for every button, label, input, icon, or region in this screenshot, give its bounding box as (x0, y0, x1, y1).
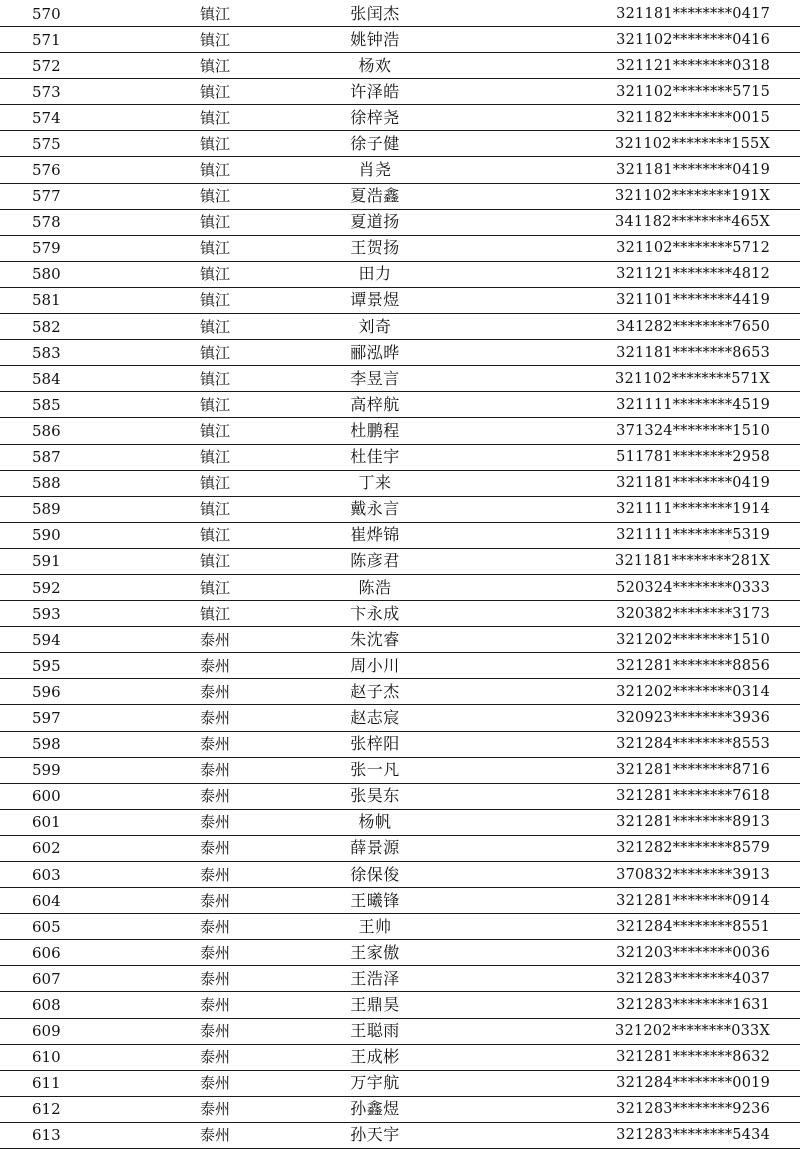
row-name-cell: 张闰杰 (290, 2, 460, 27)
row-name-cell: 张一凡 (290, 757, 460, 783)
table-row (0, 496, 800, 522)
row-id-number-cell: 321102********5712 (460, 235, 800, 261)
row-city-cell: 泰州 (140, 809, 290, 835)
row-name-cell: 郦泓晔 (290, 340, 460, 366)
row-number-cell: 605 (0, 914, 140, 940)
row-name-cell: 陈彦君 (290, 548, 460, 574)
row-number-cell: 613 (0, 1122, 140, 1148)
table-row (0, 1044, 800, 1070)
row-name-cell: 田力 (290, 261, 460, 287)
row-id-number-cell: 321102********5715 (460, 79, 800, 105)
row-number-cell: 607 (0, 966, 140, 992)
row-id-number-cell: 321281********8913 (460, 809, 800, 835)
row-id-number-cell: 520324********0333 (460, 574, 800, 600)
row-name-cell: 张梓阳 (290, 731, 460, 757)
roster-table (0, 2, 800, 1149)
row-number-cell: 584 (0, 366, 140, 392)
row-number-cell: 577 (0, 183, 140, 209)
row-id-number-cell: 321281********8716 (460, 757, 800, 783)
roster-sheet (0, 2, 800, 1149)
table-row (0, 601, 800, 627)
row-city-cell: 镇江 (140, 601, 290, 627)
row-id-number-cell: 321102********191X (460, 183, 800, 209)
row-name-cell: 赵子杰 (290, 679, 460, 705)
row-id-number-cell: 371324********1510 (460, 418, 800, 444)
row-name-cell: 杨欢 (290, 53, 460, 79)
table-row (0, 53, 800, 79)
row-city-cell: 镇江 (140, 366, 290, 392)
row-id-number-cell: 321102********571X (460, 366, 800, 392)
row-number-cell: 580 (0, 261, 140, 287)
row-number-cell: 598 (0, 731, 140, 757)
table-row (0, 470, 800, 496)
row-number-cell: 593 (0, 601, 140, 627)
roster-body (0, 2, 800, 1149)
row-number-cell: 611 (0, 1070, 140, 1096)
row-id-number-cell: 321121********0318 (460, 53, 800, 79)
row-number-cell: 590 (0, 522, 140, 548)
row-city-cell: 泰州 (140, 731, 290, 757)
table-row (0, 653, 800, 679)
row-number-cell: 589 (0, 496, 140, 522)
row-number-cell: 572 (0, 53, 140, 79)
row-city-cell: 镇江 (140, 418, 290, 444)
row-name-cell: 卞永成 (290, 601, 460, 627)
row-number-cell: 592 (0, 574, 140, 600)
row-id-number-cell: 321284********8553 (460, 731, 800, 757)
row-id-number-cell: 321281********8632 (460, 1044, 800, 1070)
row-id-number-cell: 321282********8579 (460, 835, 800, 861)
row-number-cell: 609 (0, 1018, 140, 1044)
row-name-cell: 戴永言 (290, 496, 460, 522)
row-number-cell: 578 (0, 209, 140, 235)
row-city-cell: 镇江 (140, 79, 290, 105)
row-city-cell: 镇江 (140, 444, 290, 470)
table-row (0, 731, 800, 757)
row-city-cell: 镇江 (140, 314, 290, 340)
row-name-cell: 徐梓尧 (290, 105, 460, 131)
row-number-cell: 601 (0, 809, 140, 835)
row-number-cell: 581 (0, 287, 140, 313)
row-city-cell: 镇江 (140, 27, 290, 53)
table-row (0, 183, 800, 209)
row-id-number-cell: 321101********4419 (460, 287, 800, 313)
table-row (0, 914, 800, 940)
row-id-number-cell: 321181********0419 (460, 157, 800, 183)
row-id-number-cell: 370832********3913 (460, 862, 800, 888)
table-row (0, 1070, 800, 1096)
row-id-number-cell: 321283********4037 (460, 966, 800, 992)
row-id-number-cell: 321281********0914 (460, 888, 800, 914)
table-row (0, 940, 800, 966)
row-number-cell: 599 (0, 757, 140, 783)
row-number-cell: 602 (0, 835, 140, 861)
row-name-cell: 王聪雨 (290, 1018, 460, 1044)
row-number-cell: 587 (0, 444, 140, 470)
row-number-cell: 585 (0, 392, 140, 418)
row-name-cell: 周小川 (290, 653, 460, 679)
row-id-number-cell: 321181********0417 (460, 2, 800, 27)
row-city-cell: 泰州 (140, 705, 290, 731)
row-city-cell: 泰州 (140, 862, 290, 888)
row-id-number-cell: 321283********9236 (460, 1096, 800, 1122)
row-name-cell: 夏浩鑫 (290, 183, 460, 209)
row-id-number-cell: 321102********0416 (460, 27, 800, 53)
row-city-cell: 泰州 (140, 757, 290, 783)
table-row (0, 835, 800, 861)
table-row (0, 27, 800, 53)
table-row (0, 862, 800, 888)
row-number-cell: 574 (0, 105, 140, 131)
row-number-cell: 588 (0, 470, 140, 496)
row-number-cell: 571 (0, 27, 140, 53)
table-row (0, 783, 800, 809)
row-number-cell: 573 (0, 79, 140, 105)
table-row (0, 1018, 800, 1044)
row-number-cell: 579 (0, 235, 140, 261)
row-name-cell: 王成彬 (290, 1044, 460, 1070)
row-city-cell: 镇江 (140, 183, 290, 209)
row-city-cell: 泰州 (140, 1044, 290, 1070)
row-id-number-cell: 321181********0419 (460, 470, 800, 496)
row-city-cell: 镇江 (140, 209, 290, 235)
row-id-number-cell: 321284********0019 (460, 1070, 800, 1096)
row-id-number-cell: 321283********5434 (460, 1122, 800, 1148)
row-number-cell: 591 (0, 548, 140, 574)
row-number-cell: 594 (0, 627, 140, 653)
row-city-cell: 镇江 (140, 470, 290, 496)
row-number-cell: 600 (0, 783, 140, 809)
table-row (0, 522, 800, 548)
row-number-cell: 570 (0, 2, 140, 27)
row-number-cell: 608 (0, 992, 140, 1018)
row-name-cell: 薛景源 (290, 835, 460, 861)
row-name-cell: 杨帆 (290, 809, 460, 835)
row-id-number-cell: 321281********8856 (460, 653, 800, 679)
row-name-cell: 杜佳宇 (290, 444, 460, 470)
table-row (0, 79, 800, 105)
row-city-cell: 镇江 (140, 261, 290, 287)
row-id-number-cell: 321181********281X (460, 548, 800, 574)
row-city-cell: 泰州 (140, 1122, 290, 1148)
row-name-cell: 王曦锋 (290, 888, 460, 914)
table-row (0, 261, 800, 287)
row-name-cell: 王浩泽 (290, 966, 460, 992)
table-row (0, 157, 800, 183)
row-city-cell: 镇江 (140, 392, 290, 418)
table-row (0, 209, 800, 235)
table-row (0, 314, 800, 340)
row-city-cell: 镇江 (140, 340, 290, 366)
row-name-cell: 王贺扬 (290, 235, 460, 261)
row-name-cell: 李昱言 (290, 366, 460, 392)
table-row (0, 444, 800, 470)
row-city-cell: 镇江 (140, 496, 290, 522)
row-name-cell: 赵志宸 (290, 705, 460, 731)
row-name-cell: 朱沈睿 (290, 627, 460, 653)
row-id-number-cell: 321102********155X (460, 131, 800, 157)
row-id-number-cell: 321281********7618 (460, 783, 800, 809)
table-row (0, 574, 800, 600)
row-city-cell: 泰州 (140, 940, 290, 966)
row-city-cell: 镇江 (140, 287, 290, 313)
row-id-number-cell: 321203********0036 (460, 940, 800, 966)
table-row (0, 340, 800, 366)
row-number-cell: 604 (0, 888, 140, 914)
row-id-number-cell: 320382********3173 (460, 601, 800, 627)
row-name-cell: 张昊东 (290, 783, 460, 809)
row-id-number-cell: 320923********3936 (460, 705, 800, 731)
row-name-cell: 崔烨锦 (290, 522, 460, 548)
row-id-number-cell: 321202********033X (460, 1018, 800, 1044)
row-number-cell: 575 (0, 131, 140, 157)
table-row (0, 888, 800, 914)
table-row (0, 1096, 800, 1122)
row-number-cell: 583 (0, 340, 140, 366)
table-row (0, 131, 800, 157)
row-city-cell: 镇江 (140, 548, 290, 574)
row-name-cell: 丁来 (290, 470, 460, 496)
row-city-cell: 泰州 (140, 966, 290, 992)
row-city-cell: 泰州 (140, 888, 290, 914)
row-id-number-cell: 321111********5319 (460, 522, 800, 548)
row-city-cell: 泰州 (140, 679, 290, 705)
row-id-number-cell: 321121********4812 (460, 261, 800, 287)
row-id-number-cell: 511781********2958 (460, 444, 800, 470)
table-row (0, 809, 800, 835)
row-id-number-cell: 341182********465X (460, 209, 800, 235)
table-row (0, 105, 800, 131)
row-id-number-cell: 341282********7650 (460, 314, 800, 340)
table-row (0, 2, 800, 27)
row-name-cell: 陈浩 (290, 574, 460, 600)
row-name-cell: 刘奇 (290, 314, 460, 340)
row-name-cell: 杜鹏程 (290, 418, 460, 444)
row-city-cell: 泰州 (140, 835, 290, 861)
row-city-cell: 镇江 (140, 53, 290, 79)
row-number-cell: 597 (0, 705, 140, 731)
row-city-cell: 泰州 (140, 783, 290, 809)
table-row (0, 418, 800, 444)
table-row (0, 705, 800, 731)
table-row (0, 966, 800, 992)
row-name-cell: 姚钟浩 (290, 27, 460, 53)
row-name-cell: 徐子健 (290, 131, 460, 157)
row-name-cell: 王家傲 (290, 940, 460, 966)
row-number-cell: 595 (0, 653, 140, 679)
table-row (0, 235, 800, 261)
table-row (0, 757, 800, 783)
row-city-cell: 泰州 (140, 1096, 290, 1122)
row-name-cell: 王鼎昊 (290, 992, 460, 1018)
table-row (0, 366, 800, 392)
row-name-cell: 孙天宇 (290, 1122, 460, 1148)
row-city-cell: 镇江 (140, 574, 290, 600)
table-row (0, 548, 800, 574)
row-name-cell: 万宇航 (290, 1070, 460, 1096)
row-id-number-cell: 321202********1510 (460, 627, 800, 653)
row-city-cell: 镇江 (140, 131, 290, 157)
row-number-cell: 606 (0, 940, 140, 966)
row-city-cell: 镇江 (140, 157, 290, 183)
row-city-cell: 镇江 (140, 235, 290, 261)
row-city-cell: 泰州 (140, 653, 290, 679)
row-id-number-cell: 321202********0314 (460, 679, 800, 705)
row-id-number-cell: 321111********4519 (460, 392, 800, 418)
row-city-cell: 泰州 (140, 914, 290, 940)
row-number-cell: 612 (0, 1096, 140, 1122)
table-row (0, 287, 800, 313)
row-id-number-cell: 321111********1914 (460, 496, 800, 522)
row-city-cell: 泰州 (140, 627, 290, 653)
row-number-cell: 610 (0, 1044, 140, 1070)
row-number-cell: 586 (0, 418, 140, 444)
row-id-number-cell: 321182********0015 (460, 105, 800, 131)
table-row (0, 392, 800, 418)
table-row (0, 627, 800, 653)
row-city-cell: 镇江 (140, 105, 290, 131)
row-city-cell: 泰州 (140, 1070, 290, 1096)
row-name-cell: 许泽皓 (290, 79, 460, 105)
row-name-cell: 肖尧 (290, 157, 460, 183)
row-city-cell: 泰州 (140, 992, 290, 1018)
table-row (0, 679, 800, 705)
row-name-cell: 高梓航 (290, 392, 460, 418)
row-city-cell: 泰州 (140, 1018, 290, 1044)
row-number-cell: 582 (0, 314, 140, 340)
table-row (0, 1122, 800, 1148)
row-city-cell: 镇江 (140, 2, 290, 27)
row-id-number-cell: 321284********8551 (460, 914, 800, 940)
row-id-number-cell: 321283********1631 (460, 992, 800, 1018)
row-id-number-cell: 321181********8653 (460, 340, 800, 366)
row-name-cell: 孙鑫煜 (290, 1096, 460, 1122)
row-name-cell: 夏道扬 (290, 209, 460, 235)
row-number-cell: 576 (0, 157, 140, 183)
row-name-cell: 徐保俊 (290, 862, 460, 888)
row-number-cell: 596 (0, 679, 140, 705)
row-name-cell: 谭景煜 (290, 287, 460, 313)
row-name-cell: 王帅 (290, 914, 460, 940)
row-city-cell: 镇江 (140, 522, 290, 548)
row-number-cell: 603 (0, 862, 140, 888)
table-row (0, 992, 800, 1018)
